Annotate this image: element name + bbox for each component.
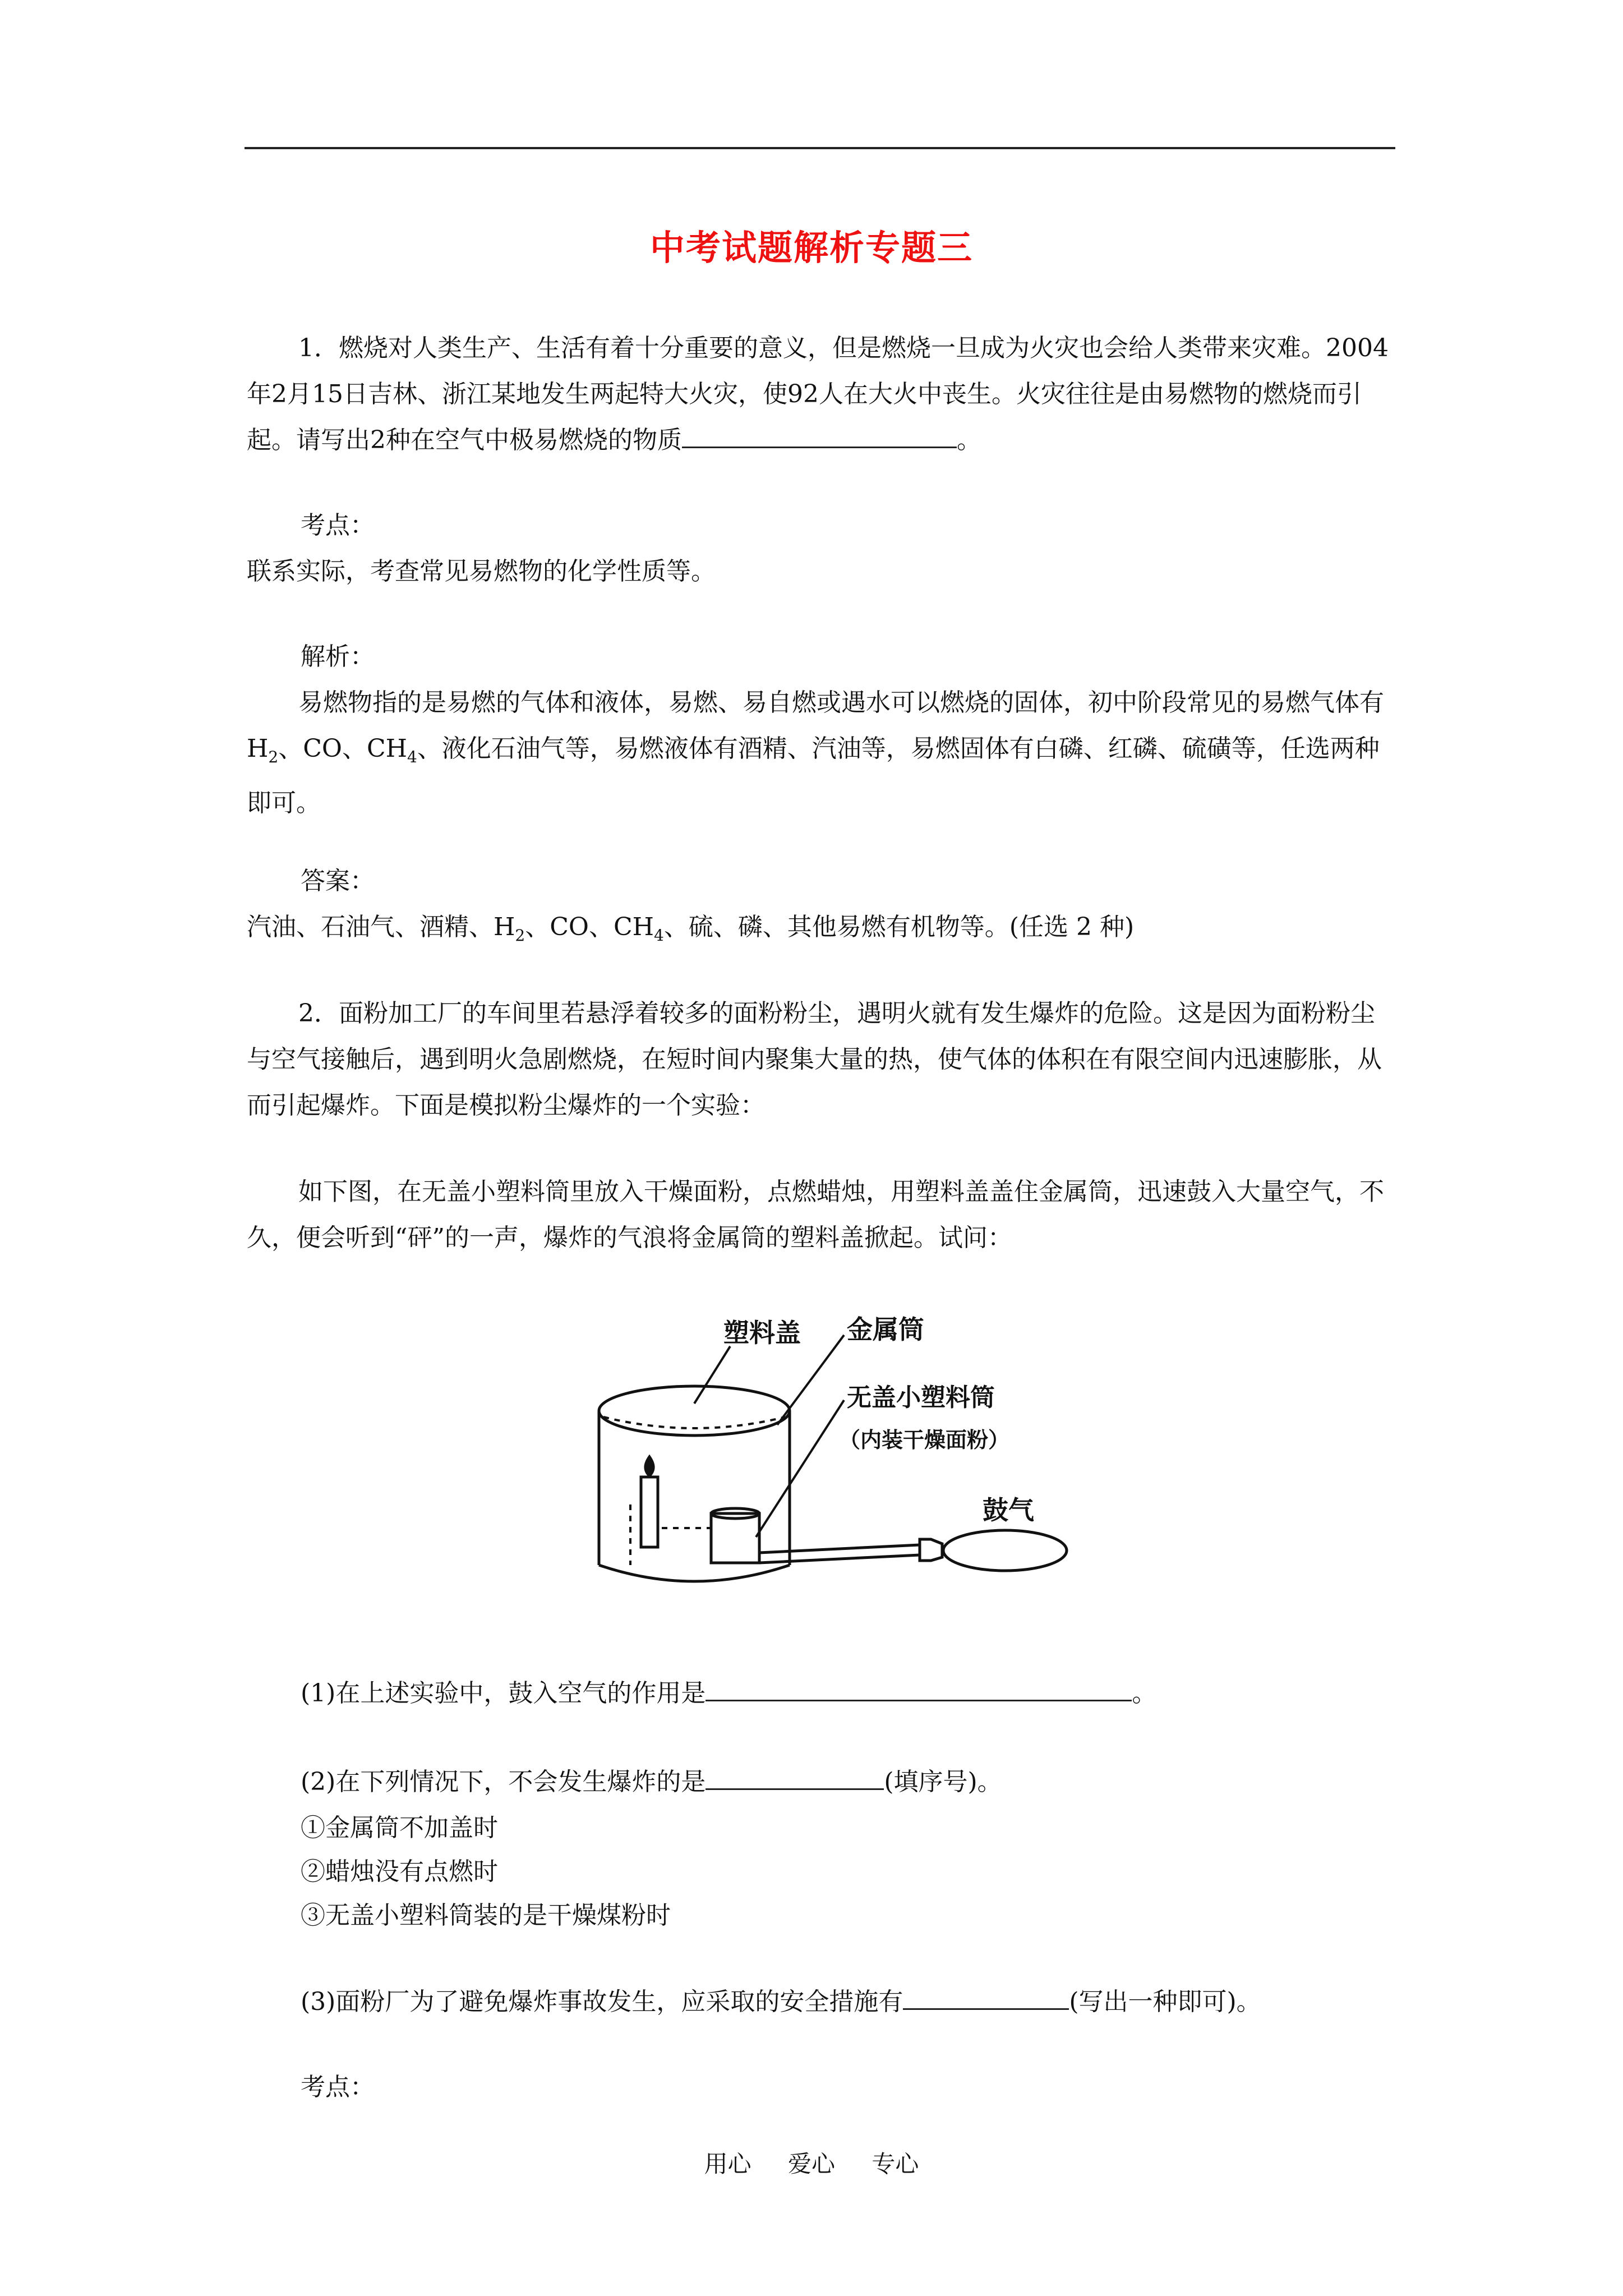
page-footer bbox=[0, 2146, 1623, 2179]
kaodian-text-1: 联系实际，考查常见易燃物的化学性质等。 bbox=[247, 557, 716, 586]
pointer-can bbox=[777, 1335, 844, 1425]
kaodian-label-2: 考点： bbox=[301, 2073, 375, 2101]
kaodian-label-1: 考点： bbox=[301, 511, 375, 540]
pointer-lid bbox=[694, 1346, 730, 1404]
label-small-cup: 无盖小塑料筒 bbox=[847, 1383, 995, 1412]
question-2-procedure: 如下图，在无盖小塑料筒里放入干燥面粉，点燃蜡烛，用塑料盖盖住金属筒，迅速鼓入大量空气，不久，便会听到“砰”的一声，爆炸的气浪将金属筒的塑料盖掀起。试问： bbox=[247, 1177, 1384, 1252]
answer-text-1: 汽油、石油气、酒精、$H_2$、CO、$CH_4$、硫、磷、其他易燃有机物等。(任选 2 种) bbox=[247, 913, 1135, 945]
label-plastic-lid: 塑料盖 bbox=[723, 1318, 801, 1348]
sub-question-3: (3)面粉厂为了避免爆炸事故发生，应采取的安全措施有 (写出一种即可)。 bbox=[301, 1979, 1261, 2025]
air-tube bbox=[759, 1545, 920, 1563]
footer-item: 爱心 bbox=[787, 2150, 835, 2178]
experiment-figure bbox=[583, 1301, 1077, 1616]
air-bulb bbox=[943, 1530, 1067, 1571]
jiexi-text-1: 易燃物指的是易燃的气体和液体，易燃、易自燃或遇水可以燃烧的固体，初中阶段常见的易燃气体有 $H_2$、CO、$CH_4$、液化石油气等，易燃液体有酒精、汽油等，易燃固体有白磷、红磷、硫磺等，任选两种即可。 bbox=[247, 688, 1384, 817]
page-title: 中考试题解析专题三 bbox=[649, 227, 973, 268]
pointer-cup bbox=[756, 1400, 844, 1537]
answer-blank-2-1 bbox=[706, 1677, 1132, 1701]
footer-item: 专心 bbox=[872, 2150, 919, 2178]
metal-can-bottom bbox=[599, 1565, 790, 1581]
label-metal-can: 金属筒 bbox=[847, 1314, 924, 1345]
answer-blank-2-3 bbox=[903, 1986, 1069, 2010]
sub-question-1: (1)在上述实验中，鼓入空气的作用是 。 bbox=[301, 1671, 1156, 1717]
answer-blank-2-2 bbox=[706, 1766, 884, 1790]
option-1: ①金属筒不加盖时 bbox=[301, 1814, 498, 1842]
answer-blank-1 bbox=[682, 424, 957, 448]
small-plastic-cup bbox=[711, 1513, 759, 1563]
lid-inner-edge bbox=[603, 1417, 785, 1428]
jiexi-label-1: 解析： bbox=[301, 642, 375, 671]
question-1-text: 1．燃烧对人类生产、生活有着十分重要的意义，但是燃烧一旦成为火灾也会给人类带来灾难。2004年2月15日吉林、浙江某地发生两起特大火灾，使92人在大火中丧生。火灾往往是由易燃物的燃烧而引起。请写出2种在空气中极易燃烧的物质 。 bbox=[247, 334, 1389, 454]
candle bbox=[641, 1477, 658, 1547]
header-rule bbox=[245, 147, 1395, 149]
footer-item: 用心 bbox=[704, 2150, 751, 2178]
label-blow-air: 鼓气 bbox=[983, 1495, 1034, 1525]
sub-question-2: (2)在下列情况下，不会发生爆炸的是 (填序号)。 bbox=[301, 1759, 1002, 1805]
bulb-neck bbox=[920, 1539, 942, 1561]
option-3: ③无盖小塑料筒装的是干燥煤粉时 bbox=[301, 1901, 671, 1930]
option-2: ②蜡烛没有点燃时 bbox=[301, 1857, 498, 1886]
label-cup-contents: （内装干燥面粉） bbox=[839, 1428, 1010, 1452]
answer-label-1: 答案： bbox=[301, 867, 375, 895]
candle-flame-icon bbox=[645, 1457, 653, 1476]
question-2-intro: 2．面粉加工厂的车间里若悬浮着较多的面粉粉尘，遇明火就有发生爆炸的危险。这是因为面粉粉尘与空气接触后，遇到明火急剧燃烧，在短时间内聚集大量的热，使气体的体积在有限空间内迅速膨胀，从而引起爆炸。下面是模拟粉尘爆炸的一个实验： bbox=[247, 999, 1382, 1120]
